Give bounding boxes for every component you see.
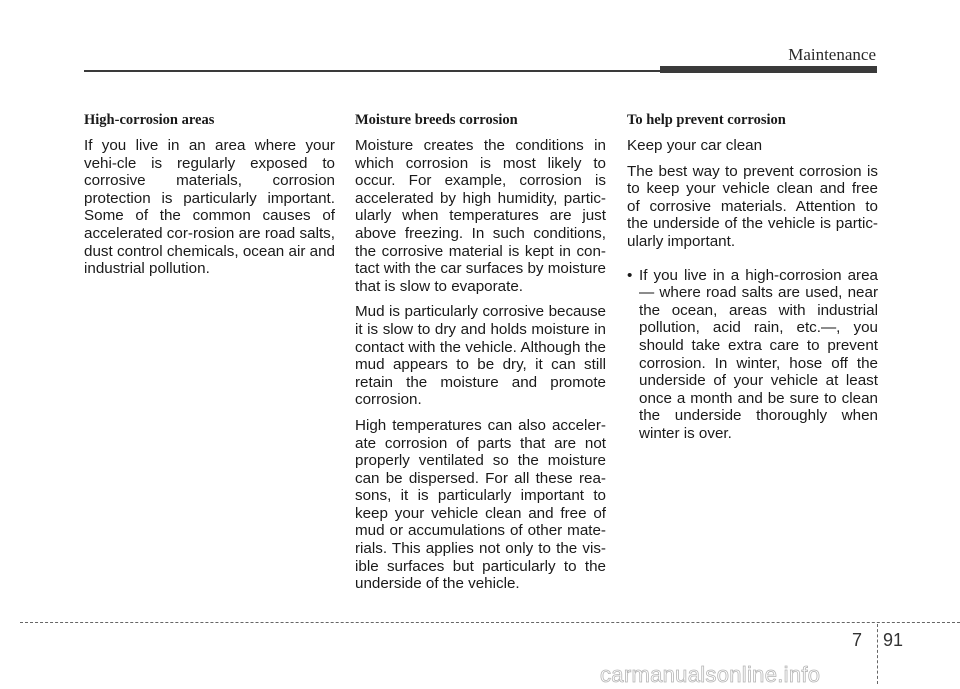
footer-dashed-rule	[20, 622, 960, 623]
bullet-icon: •	[627, 266, 633, 284]
paragraph: High temperatures can also acceler-ate corrosion of parts that are not properly ventilated so the moisture can be dispersed. For all these rea-sons, it is particularly important to keep your vehicle clean and free of mud or accumulations of other mate-rials. This applies not only to the vis-ible surfaces but particularly to the underside of the vehicle.	[355, 416, 606, 593]
list-item	[627, 267, 878, 443]
heading-high-corrosion-areas: High-corrosion areas	[84, 112, 215, 128]
paragraph: The best way to prevent corrosion is to keep your vehicle clean and free of corrosive materials. Attention to the underside of the vehicle is partic-ularly important.	[627, 162, 878, 250]
paragraph: Mud is particularly corrosive because it is slow to dry and holds moisture in contact with the vehicle. Although the mud appears to be dry, it can still retain the moisture and promote corrosion.	[355, 303, 606, 409]
subheading-keep-car-clean: Keep your car clean	[627, 137, 763, 154]
section-title: Maintenance	[788, 45, 876, 64]
paragraph: Moisture creates the conditions in which corrosion is most likely to occur. For example, corrosion is accelerated by high humidity, partic-ularly when temperatures are just above freezing. In such conditions, the corrosive material is kept in con-tact with the car surfaces by moisture that is slow to evaporate.	[355, 137, 606, 295]
header-rule-thin	[84, 70, 660, 72]
heading-moisture-breeds-corrosion: Moisture breeds corrosion	[355, 112, 518, 128]
column-middle	[355, 112, 606, 601]
column-left	[84, 112, 335, 286]
bullet-list	[627, 267, 878, 443]
chapter-number: 7	[852, 630, 863, 650]
list-item-text: If you live in a high-corrosion area — where road salts are used, near the ocean, areas with industrial pollution, acid rain, etc.—, you should take extra care to prevent corrosion. In winter, hose off the underside of your vehicle at least once a month and be sure to clean the underside thoroughly when winter is over.	[639, 266, 878, 442]
heading-to-help-prevent-corrosion: To help prevent corrosion	[627, 112, 786, 128]
header-rule-thick	[660, 66, 877, 73]
watermark-text: carmanualsonline.info	[600, 662, 821, 687]
column-right	[627, 112, 878, 443]
paragraph: If you live in an area where your vehi-cle is regularly exposed to corrosive materials, corrosion protection is particularly important. Some of the common causes of accelerated cor-rosion are road salts, dust control chemicals, ocean air and industrial pollution.	[84, 137, 335, 278]
footer-dashed-divider	[877, 624, 878, 684]
page-number: 91	[883, 630, 904, 650]
